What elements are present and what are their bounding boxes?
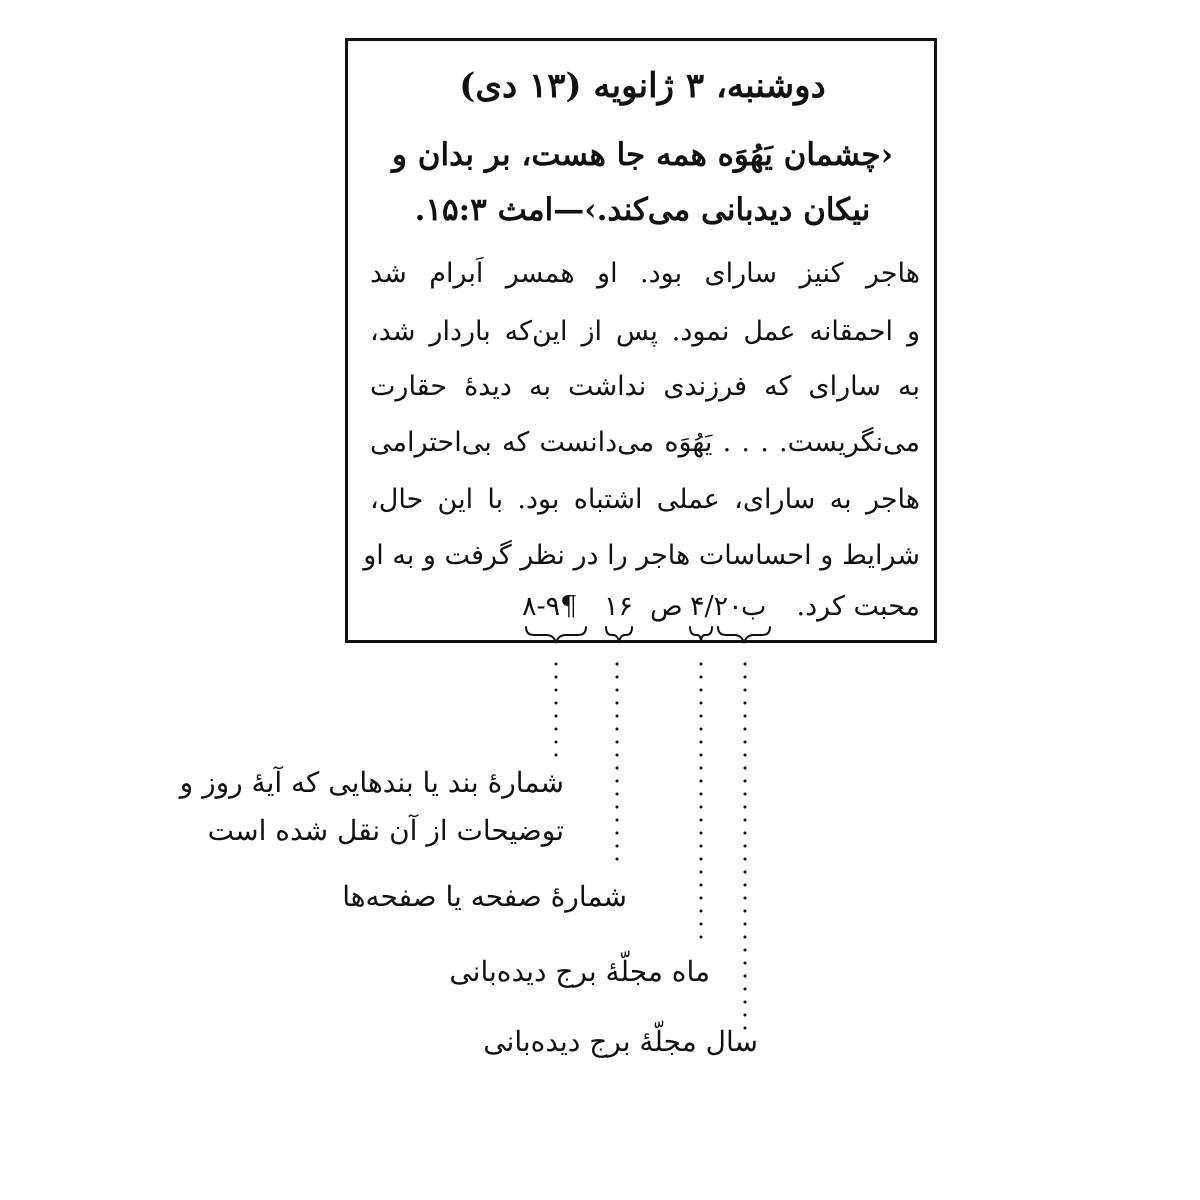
verse-line-2: نیکان دیدبانی می‌کند.›—امث ۱۵:۳.	[414, 192, 871, 228]
comment-line-2: و احمقانه عمل نمود. پس از این‌که باردار شد،	[370, 316, 920, 347]
comment-line-3: به سارای که فرزندی نداشت به دیدهٔ حقارت	[370, 371, 920, 402]
brace-year	[718, 627, 770, 643]
reference-page: ۱۶	[604, 591, 634, 622]
label-paragraphs-line-1: شمارهٔ بند یا بندهایی که آیهٔ روز و	[179, 766, 564, 799]
comment-line-1: هاجر کنیز سارای بود. او همسر اَبرام شد	[370, 258, 920, 289]
reference-paragraphs: ¶۸-۹	[522, 591, 578, 622]
daily-text-date-title: دوشنبه، ۳ ژانویه (۱۳ دی)	[459, 66, 826, 106]
reference-month: ۴/۲۰	[690, 591, 743, 622]
comment-last-line: محبت کرد.	[796, 591, 920, 622]
reference-page-prefix: ص	[650, 591, 683, 622]
label-paragraphs-line-2: توضیحات از آن نقل شده است	[207, 814, 564, 847]
brace-page	[606, 627, 632, 643]
reference-year: ب	[741, 591, 767, 622]
label-month: ماه مجلّهٔ برج دیده‌بانی	[449, 955, 710, 988]
comment-line-4: می‌نگریست. . . . یَهُوَه می‌دانست که بی‌احترامی	[370, 427, 920, 458]
label-page: شمارهٔ صفحه یا صفحه‌ها	[342, 880, 627, 913]
comment-line-6: شرایط و احساسات هاجر را در نظر گرفت و به او	[363, 540, 920, 571]
brace-month	[690, 627, 712, 643]
label-year: سال مجلّهٔ برج دیده‌بانی	[483, 1025, 758, 1058]
brace-paragraphs	[526, 627, 586, 643]
verse-line-1: ‹چشمان یَهُوَه همه جا هست، بر بدان و	[392, 137, 893, 173]
comment-line-5: هاجر به سارای، عملی اشتباه بود. با این حال،	[370, 484, 920, 515]
